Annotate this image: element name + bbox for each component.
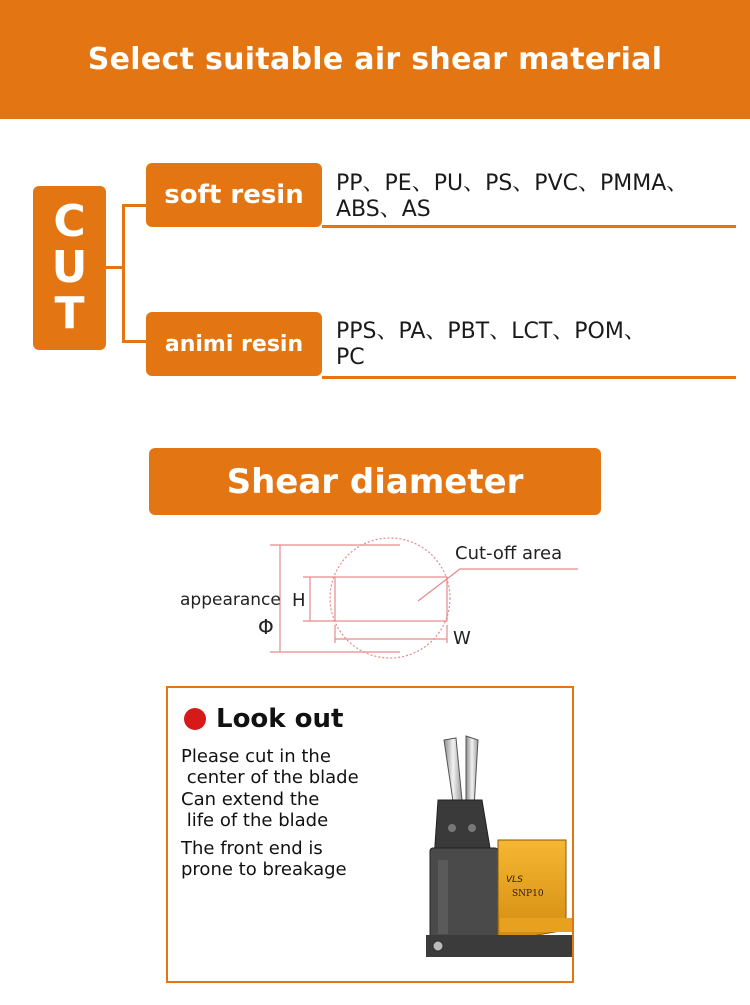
- look-out-heading: [184, 704, 343, 734]
- connector-top: [122, 204, 148, 207]
- product-brand-text: VLS: [506, 875, 523, 885]
- materials-line: PP、PE、PU、PS、PVC、PMMA、: [336, 171, 689, 196]
- note-line: The front end is: [181, 838, 323, 859]
- look-out-note: [181, 838, 347, 880]
- cut-letter: C: [53, 196, 86, 247]
- product-model-text: SNP10: [512, 889, 544, 899]
- shear-diameter-title: [149, 448, 601, 515]
- materials-line: ABS、AS: [336, 197, 431, 222]
- look-out-panel: [166, 686, 574, 983]
- note-line: life of the blade: [181, 810, 329, 831]
- note-line: Can extend the: [181, 789, 320, 810]
- cut-letter: T: [54, 288, 85, 339]
- soft-resin-materials: [336, 171, 688, 223]
- animi-resin-materials: [336, 319, 646, 371]
- phi-symbol: Φ: [258, 615, 274, 639]
- note-line: Please cut in the: [181, 746, 331, 767]
- note-line: center of the blade: [181, 767, 359, 788]
- h-label: H: [292, 590, 306, 611]
- air-shear-product-image: [426, 730, 574, 983]
- resin-label-text: soft resin: [164, 180, 304, 210]
- note-line: prone to breakage: [181, 859, 347, 880]
- soft-resin-label: [146, 163, 322, 227]
- shear-diagram-svg: [170, 535, 590, 665]
- cut-letter: U: [51, 242, 88, 293]
- banner: [0, 0, 750, 119]
- cutoff-area-label: Cut-off area: [455, 543, 563, 564]
- animi-resin-underline: [322, 376, 736, 379]
- w-label: W: [453, 628, 471, 649]
- banner-title: Select suitable air shear material: [87, 42, 663, 77]
- look-out-note: [181, 789, 328, 831]
- appearance-label: appearance: [180, 590, 281, 610]
- materials-line: PC: [336, 345, 365, 370]
- warning-dot-icon: [184, 708, 206, 730]
- shear-title-text: Shear diameter: [226, 461, 524, 502]
- look-out-title: Look out: [216, 704, 344, 734]
- animi-resin-label: [146, 312, 322, 376]
- shear-diagram: [170, 535, 590, 665]
- cut-badge: [33, 186, 106, 350]
- look-out-note: [181, 746, 359, 788]
- connector-bottom: [122, 340, 148, 343]
- materials-line: PPS、PA、PBT、LCT、POM、: [336, 319, 646, 344]
- resin-label-text: animi resin: [164, 331, 304, 357]
- connector-vertical: [122, 204, 125, 343]
- soft-resin-underline: [322, 225, 736, 228]
